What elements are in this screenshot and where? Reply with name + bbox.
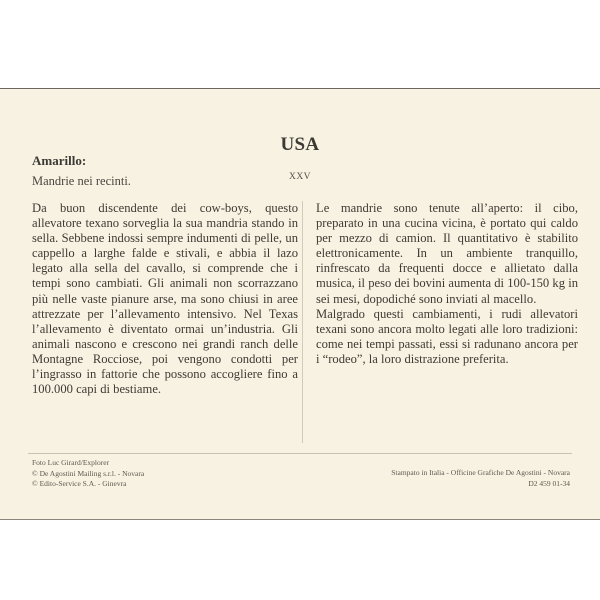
printer-info: Stampato in Italia - Officine Grafiche De Agostini - Novara bbox=[391, 468, 570, 477]
right-column-paragraph-1: Le mandrie sono tenute all’aperto: il cibo, preparato in una cucina vicina, è portato qui caldo per mezzo di camion. Il quantitativo è stabilito elettronicamente. In un ambiente tranquillo, rinfrescato da frequenti docce e allietato dalla musica, il peso dei bovini aumenta di 100-150 kg in sei mesi, dopodiché sono inviati al macello. bbox=[316, 201, 578, 306]
right-column bbox=[316, 201, 578, 367]
right-column-paragraph-2: Malgrado questi cambiamenti, i rudi allevatori texani sono ancora molto legati alle loro tradizioni: come nei tempi passati, essi si radunano ancora per i “rodeo”, la loro distrazione preferita. bbox=[316, 306, 578, 366]
copyright-line-1: © De Agostini Mailing s.r.l. - Novara bbox=[32, 468, 145, 478]
footer-printing bbox=[391, 468, 570, 489]
left-column bbox=[32, 201, 298, 397]
location-heading: Amarillo: bbox=[32, 153, 87, 168]
footer-credits bbox=[32, 458, 144, 490]
column-divider bbox=[302, 201, 303, 443]
left-column-text: Da buon discendente dei cow-boys, questo allevatore texano sorveglia la sua mandria stando in sella. Sebbene indossi sempre indumenti di pelle, un cappello a larghe falde e stivali, e abbia il lazo legato alla sella del cavallo, si comprende che i tempi sono cambiati. Gli animali non scorrazzano più nelle vaste pianure arse, ma sono chiusi in aree attrezzate per l’allevamento intensivo. Nel Texas l’allevamento è diventato ormai un’industria. Gli animali nascono e crescono nei grandi ranch delle Montagne Rocciose, poi vengono condotti per l’ingrasso in fattorie che possono accogliere fino a 100.000 capi di bestiame. bbox=[32, 201, 298, 397]
photo-credit: Foto Luc Girard/Explorer bbox=[32, 458, 110, 467]
card-code: D2 459 01-34 bbox=[528, 478, 570, 488]
copyright-line-2: © Edito-Service S.A. - Ginevra bbox=[32, 479, 127, 488]
card-numeral: XXV bbox=[288, 172, 312, 182]
footer-divider bbox=[28, 453, 572, 454]
info-card bbox=[0, 88, 600, 520]
country-title: USA bbox=[280, 134, 320, 155]
card-subtitle: Mandrie nei recinti. bbox=[32, 174, 131, 188]
